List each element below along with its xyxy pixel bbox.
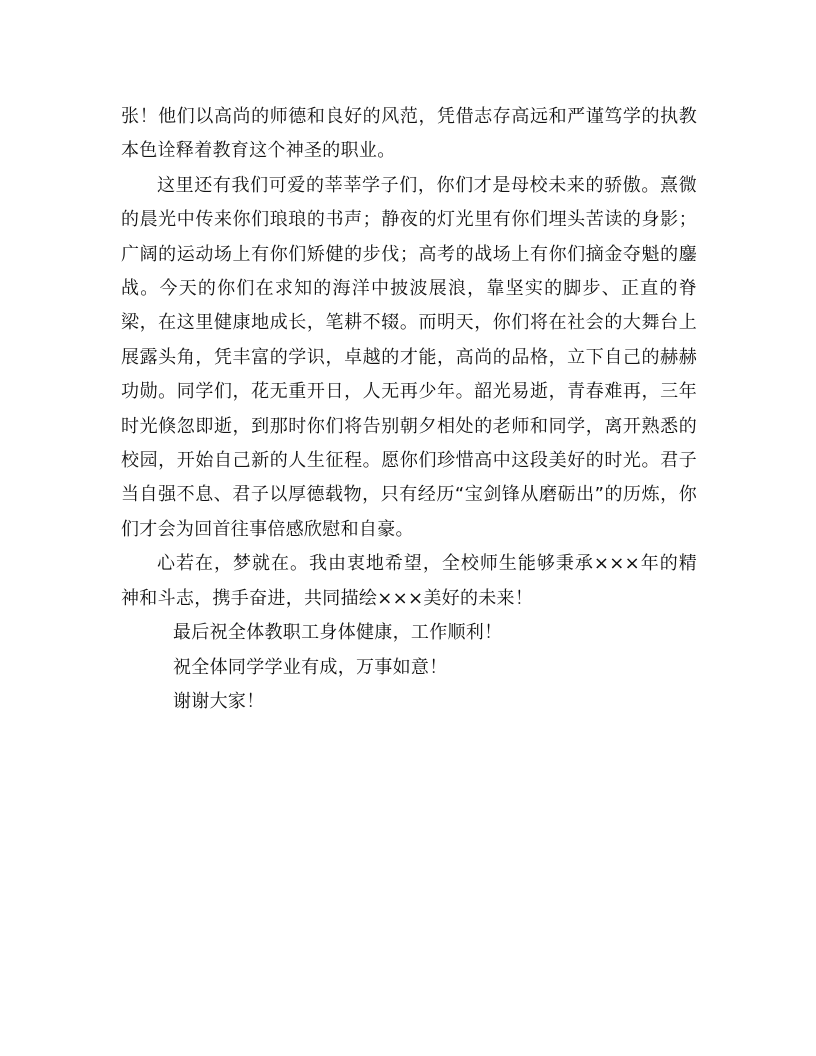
- paragraph-continuation: 张！他们以高尚的师德和良好的风范，凭借志存高远和严谨笃学的执教本色诠释着教育这个神圣的职业。: [121, 106, 697, 162]
- document-body: [121, 100, 697, 719]
- closing-line-staff: 最后祝全体教职工身体健康，工作顺利！: [173, 622, 503, 644]
- paragraph-students: 这里还有我们可爱的莘莘学子们，你们才是母校未来的骄傲。熹微的晨光中传来你们琅琅的书声；静夜的灯光里有你们埋头苦读的身影；广阔的运动场上有你们矫健的步伐；高考的战场上有你们摘金夺魁的鏖战。今天的你们在求知的海洋中披波展浪，靠坚实的脚步、正直的脊梁，在这里健康地成长，笔耕不辍。而明天，你们将在社会的大舞台上展露头角，凭丰富的学识，卓越的才能，高尚的品格，立下自己的赫赫功勋。同学们，花无重开日，人无再少年。韶光易逝，青春难再，三年时光倏忽即逝，到那时你们将告别朝夕相处的老师和同学，离开熟悉的校园，开始自己新的人生征程。愿你们珍惜高中这段美好的时光。君子当自强不息、君子以厚德载物，只有经历“宝剑锋从磨砺出”的历炼，你们才会为回首往事倍感欣慰和自豪。: [121, 174, 697, 540]
- paragraph-hope: 心若在，梦就在。我由衷地希望，全校师生能够秉承×××年的精神和斗志，携手奋进，共同描绘×××美好的未来！: [121, 553, 697, 609]
- closing-line-thanks: 谢谢大家！: [173, 690, 265, 712]
- closing-line-students: 祝全体同学学业有成，万事如意！: [173, 656, 448, 678]
